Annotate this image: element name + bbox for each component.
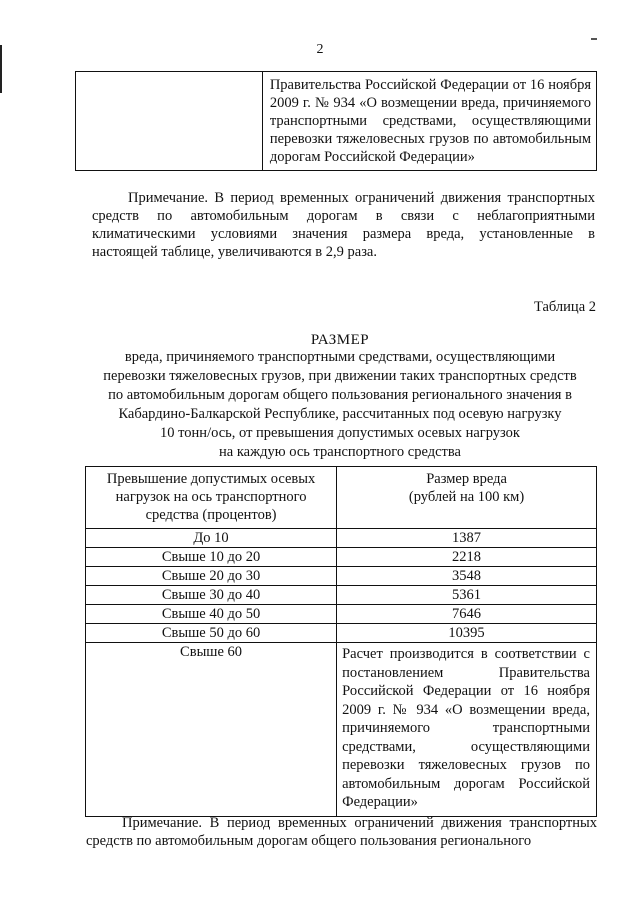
subtitle-line: 10 тонн/ось, от превышения допустимых осевых нагрузок [160, 425, 520, 441]
table-row [86, 624, 597, 643]
range-cell: Свыше 40 до 50 [86, 605, 337, 624]
subtitle-line: вреда, причиняемого транспортными средствами, осуществляющими [124, 349, 556, 365]
calculation-note-cell: Расчет производится в соответствии с постановлением Правительства Российской Федерации от 16 ноября 2009 г. № 934 «О возмещении вреда, причиняемого транспортными средствами, осуществляющими перевозки тяжеловесных грузов по автомобильным дорогам Российской Федерации» [337, 643, 597, 817]
value-cell: 10395 [337, 624, 597, 643]
table-row [86, 605, 597, 624]
table-row [86, 529, 597, 548]
subtitle-line: Кабардино-Балкарской Республике, рассчитанных под осевую нагрузку [118, 406, 562, 422]
table-subtitle [80, 348, 600, 462]
value-cell: 1387 [337, 529, 597, 548]
range-cell: Свыше 50 до 60 [86, 624, 337, 643]
page-number: 2 [316, 42, 324, 57]
table-row [86, 548, 597, 567]
range-cell: До 10 [86, 529, 337, 548]
subtitle-line: по автомобильным дорогам общего пользования регионального значения в [108, 387, 572, 403]
value-cell: 7646 [337, 605, 597, 624]
table-row [86, 643, 597, 817]
continued-table [75, 71, 597, 171]
range-cell: Свыше 10 до 20 [86, 548, 337, 567]
range-cell: Свыше 30 до 40 [86, 586, 337, 605]
damage-table [85, 466, 597, 817]
header-axle-overload: Превышение допустимых осевых нагрузок на ось транспортного средства (процентов) [86, 467, 337, 529]
range-cell: Свыше 20 до 30 [86, 567, 337, 586]
table-heading: РАЗМЕР [310, 332, 370, 348]
table-row [86, 567, 597, 586]
header-damage-unit: (рублей на 100 км) [408, 489, 525, 505]
note-paragraph-1: Примечание. В период временных ограничений движения транспортных средств по автомобильным дорогам в связи с неблагоприятными климатическими условиями значения размера вреда, установленные в настоящей таблице, увеличиваются в 2,9 раза. [92, 190, 595, 260]
header-damage-size [337, 467, 597, 529]
value-cell: 3548 [337, 567, 597, 586]
subtitle-line: перевозки тяжеловесных грузов, при движении таких транспортных средств [103, 368, 577, 384]
empty-cell [76, 72, 263, 171]
value-cell: 5361 [337, 586, 597, 605]
scan-mark [591, 38, 597, 40]
subtitle-line: на каждую ось транспортного средства [219, 444, 461, 460]
value-cell: 2218 [337, 548, 597, 567]
table-row [86, 586, 597, 605]
header-damage-title: Размер вреда [426, 471, 507, 487]
table-header-row [86, 467, 597, 529]
range-cell: Свыше 60 [86, 643, 337, 817]
table-label: Таблица 2 [533, 299, 596, 315]
decree-reference-cell: Правительства Российской Федерации от 16 ноября 2009 г. № 934 «О возмещении вреда, причиняемого транспортными средствами, осуществляющими перевозки тяжеловесных грузов по автомобильным дорогам Российской Федерации» [262, 72, 596, 171]
note-paragraph-2: Примечание. В период временных ограничений движения транспортных средств по автомобильным дорогам общего пользования регионального [86, 815, 597, 849]
